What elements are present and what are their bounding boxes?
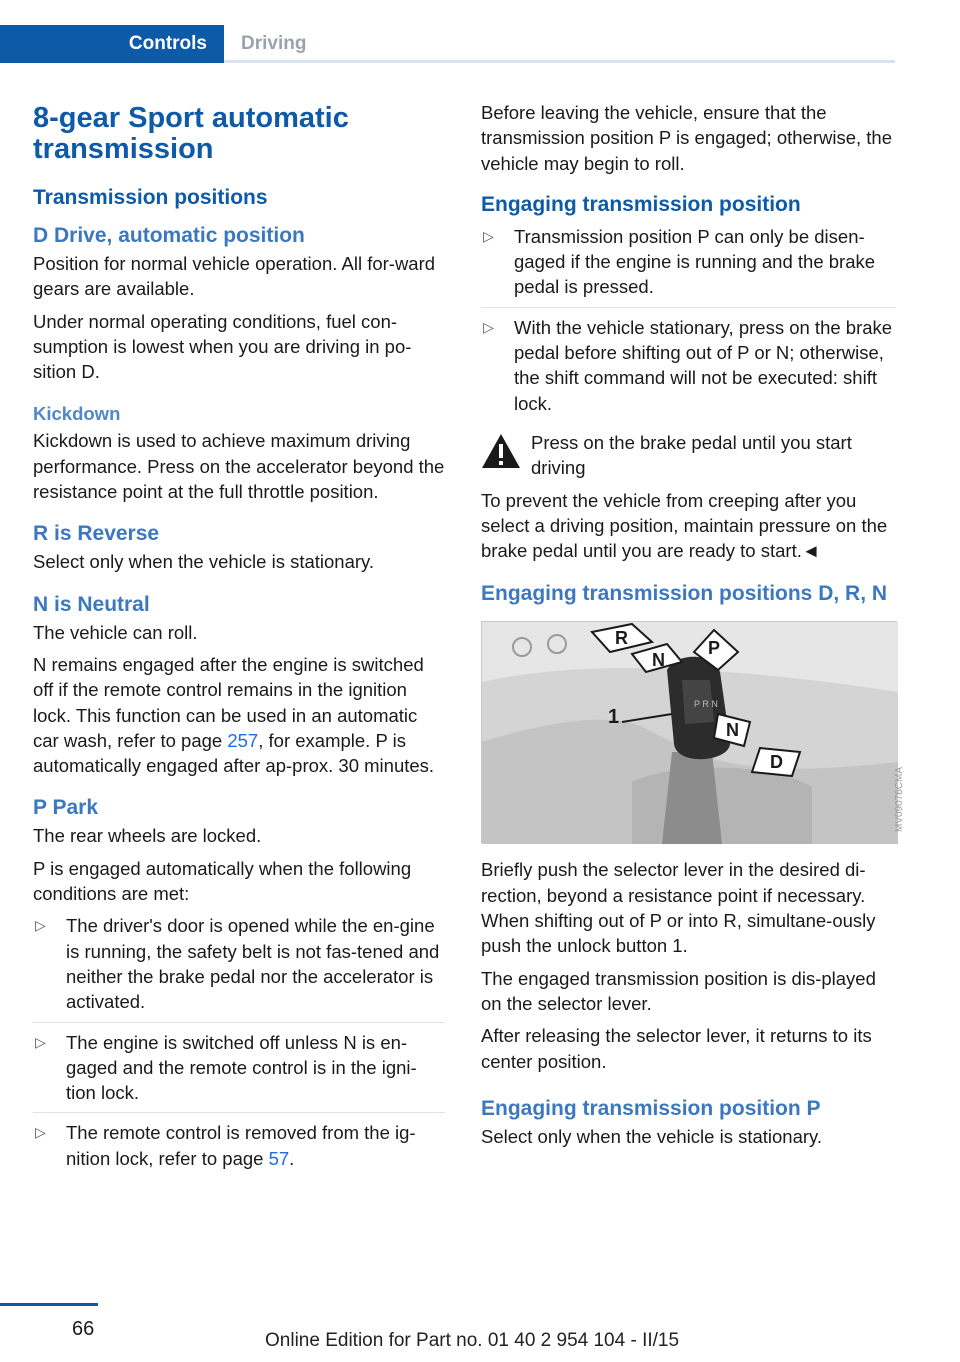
drive-paragraph-2: Under normal operating conditions, fuel con-sumption is lowest when you are driving in po-sition D. bbox=[33, 310, 412, 383]
warning-body: To prevent the vehicle from creeping after you select a driving position, maintain pressure on the brake pedal until you are ready to start.◄ bbox=[481, 489, 888, 562]
park-paragraph-1: The rear wheels are locked. bbox=[33, 825, 262, 847]
warning-note bbox=[481, 430, 896, 481]
heading-reverse: R is Reverse bbox=[33, 522, 160, 546]
kickdown-paragraph: Kickdown is used to achieve maximum driving performance. Press on the accelerator beyond the resistance point at the full throttle position. bbox=[33, 430, 445, 503]
triangle-bullet-icon: ▷ bbox=[483, 318, 494, 335]
edition-text: Online Edition for Part no. 01 40 2 954 104 - II/15 bbox=[265, 1330, 680, 1351]
drive-paragraph-1: Position for normal vehicle operation. All for-ward gears are available. bbox=[33, 253, 436, 300]
figure-label-n-top: N bbox=[652, 650, 665, 671]
heading-engaging-p: Engaging transmission position P bbox=[481, 1096, 821, 1120]
footer-rule bbox=[0, 1303, 98, 1306]
heading-engaging-position: Engaging transmission position bbox=[481, 192, 801, 216]
right-column bbox=[481, 100, 905, 1156]
reverse-paragraph: Select only when the vehicle is stationary. bbox=[33, 551, 375, 573]
warning-title: Press on the brake pedal until you start driving bbox=[531, 431, 852, 479]
triangle-bullet-icon: ▷ bbox=[35, 917, 46, 934]
left-column bbox=[33, 100, 445, 1185]
page-number: 66 bbox=[72, 1318, 95, 1340]
tab-controls[interactable]: Controls bbox=[0, 25, 224, 63]
figure-label-1: 1 bbox=[608, 706, 620, 729]
heading-park: P Park bbox=[33, 796, 98, 820]
selector-lever-figure bbox=[481, 621, 905, 843]
triangle-bullet-icon: ▷ bbox=[35, 1124, 46, 1141]
after-figure-paragraph-1: Briefly push the selector lever in the desired di-rection, beyond a resistance point if necessary. When shifting out of P or into R, simultane-ously push the unlock button 1. bbox=[481, 859, 876, 957]
figure-code: MV09076CMA bbox=[894, 767, 905, 833]
list-item: ▷ With the vehicle stationary, press on the brake pedal before shifting out of P or N; otherwise, the shift command will not be executed: shift lock. bbox=[483, 316, 893, 414]
figure-label-d: D bbox=[770, 752, 783, 773]
selector-lever-illustration bbox=[482, 622, 898, 844]
park-paragraph-2: P is engaged automatically when the following conditions are met: bbox=[33, 857, 412, 905]
after-figure-paragraph-3: After releasing the selector lever, it returns to its center position. bbox=[481, 1025, 872, 1072]
park-conditions-list bbox=[33, 913, 445, 1178]
tab-driving[interactable]: Driving bbox=[241, 33, 307, 54]
figure-label-r: R bbox=[615, 628, 628, 649]
page-ref-257-link[interactable]: 257 bbox=[227, 729, 259, 751]
heading-engaging-drn: Engaging transmission positions D, R, N bbox=[481, 582, 888, 606]
after-figure-paragraph-2: The engaged transmission position is dis-played on the selector lever. bbox=[481, 967, 876, 1014]
heading-kickdown: Kickdown bbox=[33, 403, 121, 425]
warning-triangle-icon bbox=[481, 433, 521, 469]
neutral-paragraph-1: The vehicle can roll. bbox=[33, 621, 198, 643]
page-ref-57-link[interactable]: 57 bbox=[268, 1147, 290, 1169]
list-item: ▷ The driver's door is opened while the en-gine is running, the safety belt is not fas-tened and neither the brake pedal nor the accelerator is activated. bbox=[33, 913, 445, 1022]
triangle-bullet-icon: ▷ bbox=[483, 227, 494, 244]
engaging-list bbox=[481, 224, 896, 423]
engaging-p-paragraph: Select only when the vehicle is stationary. bbox=[481, 1125, 823, 1147]
heading-drive: D Drive, automatic position bbox=[33, 224, 305, 247]
list-item: ▷ The engine is switched off unless N is en-gaged and the remote control is in the igni-tion lock. bbox=[33, 1030, 445, 1114]
svg-text:P R N: P R N bbox=[694, 699, 718, 710]
chapter-header bbox=[0, 25, 895, 63]
list-item: ▷ Transmission position P can only be disen-gaged if the engine is running and the brake pedal is pressed. bbox=[481, 224, 896, 308]
figure-label-n-bottom: N bbox=[726, 720, 739, 741]
intro-paragraph: Before leaving the vehicle, ensure that the transmission position P is engaged; otherwise, the vehicle may begin to roll. bbox=[481, 102, 893, 174]
list-item: ▷ The remote control is removed from the ig-nition lock, refer to page 57. bbox=[35, 1122, 416, 1169]
page-title: 8-gear Sport automatic transmission bbox=[33, 102, 349, 165]
triangle-bullet-icon: ▷ bbox=[35, 1033, 46, 1050]
section-transmission-positions: Transmission positions bbox=[33, 186, 268, 209]
neutral-paragraph-2: N remains engaged after the engine is switched off if the remote control remains in the ignition lock. This function can be used in an automatic car wash, refer to page 257, for example. P is automatically engaged after ap-prox. 30 minutes. bbox=[33, 653, 435, 777]
figure-label-p: P bbox=[708, 638, 721, 659]
heading-neutral: N is Neutral bbox=[33, 592, 150, 616]
